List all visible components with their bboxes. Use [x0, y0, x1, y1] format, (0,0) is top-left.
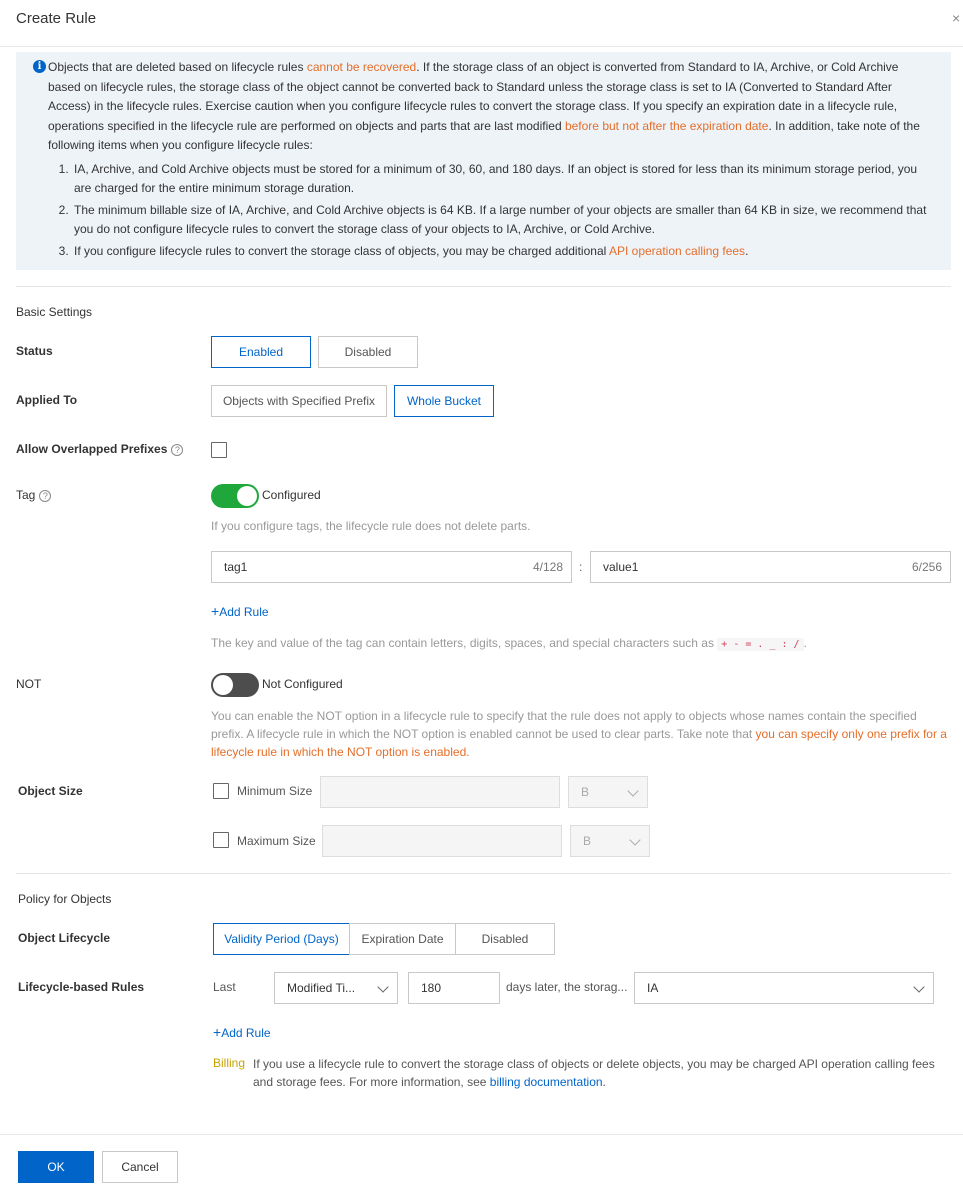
tag-toggle-text: Configured [262, 488, 321, 502]
tag-value-count: 6/256 [911, 560, 942, 574]
tag-value-value: value1 [603, 560, 639, 574]
tag-toggle[interactable] [211, 484, 259, 508]
plus-icon: + [213, 1024, 222, 1040]
cancel-button[interactable]: Cancel [102, 1151, 178, 1183]
tag-add-rule-link[interactable] [211, 603, 269, 619]
tag-hint: If you configure tags, the lifecycle rule does not delete parts. [211, 519, 531, 533]
max-size-unit: B [583, 834, 592, 848]
notice-text: . If the storage class of an object is converted from Standard to IA, Archive, or Cold Archive based on lifecycle rules, the storage class of the object cannot be converted back to Standard unless the storage class is set to IA (Converted to Standard After Access) in the lifecycle rules. Exercise caution when you configure lifecycle rules to convert the storage class. If you specify an expiration date in a lifecycle rule, operations specified in the lifecycle rule are performed on objects and parts that are last modified [48, 60, 899, 133]
not-toggle-text: Not Configured [262, 677, 343, 691]
expiration-date-button[interactable]: Expiration Date [349, 923, 456, 955]
status-enabled-button[interactable]: Enabled [211, 336, 311, 368]
storage-class-value: IA [647, 981, 659, 995]
help-icon[interactable]: ? [39, 490, 51, 502]
help-icon[interactable]: ? [171, 444, 183, 456]
billing-text [253, 1055, 958, 1091]
notice-highlight: before but not after the expiration date [564, 118, 769, 133]
policy-title: Policy for Objects [18, 892, 112, 906]
api-fees-link[interactable]: API operation calling fees [608, 243, 746, 258]
plus-icon: + [211, 603, 220, 619]
toggle-knob [213, 675, 233, 695]
prefix-button[interactable]: Objects with Specified Prefix [211, 385, 387, 417]
last-label: Last [213, 980, 236, 994]
section-divider [16, 286, 951, 287]
warning-notice [16, 52, 951, 270]
whole-bucket-button[interactable]: Whole Bucket [394, 385, 494, 417]
applied-to-label: Applied To [16, 393, 78, 407]
notice-text: . In addition, take note of the following items when you configure lifecycle rules: [48, 118, 920, 152]
header-divider [0, 46, 963, 47]
notice-item [72, 242, 933, 262]
not-hint-warning: you can specify only one prefix for a lifecycle rule in which the NOT option is enabled. [211, 727, 947, 759]
tag-key-count: 4/128 [532, 560, 563, 574]
billing-end: . [602, 1075, 606, 1089]
section-divider [16, 873, 951, 874]
tag-key-input[interactable] [211, 551, 572, 583]
dialog-title: Create Rule [16, 10, 97, 27]
min-size-checkbox[interactable] [213, 783, 229, 799]
billing-description: If you use a lifecycle rule to convert the storage class of objects or delete objects, you may be charged API operation calling fees and storage fees. For more information, see [253, 1057, 935, 1089]
chevron-down-icon [377, 981, 388, 992]
overlap-checkbox[interactable] [211, 442, 227, 458]
close-icon[interactable]: × [952, 10, 961, 26]
overlap-label-text: Allow Overlapped Prefixes [16, 442, 168, 456]
object-lifecycle-label: Object Lifecycle [18, 931, 111, 945]
storage-class-select[interactable] [634, 972, 934, 1004]
tag-label-text: Tag [16, 488, 36, 502]
days-value: 180 [421, 981, 442, 995]
min-size-unit: B [581, 785, 590, 799]
notice-item: 2. The minimum billable size of IA, Archive, and Cold Archive objects is 64 KB. If a large number of your objects are smaller than 64 KB in size, we recommend that you do not configure lifecycle rules to convert the storage class of your objects to IA, Archive, or Cold Archive. [72, 201, 933, 240]
chevron-down-icon [629, 834, 640, 845]
tag-chars-hint [211, 634, 807, 654]
billing-doc-link[interactable]: billing documentation [489, 1075, 603, 1089]
status-label: Status [16, 344, 53, 358]
special-chars: + - = . _ : / [717, 638, 803, 651]
notice-text: If you configure lifecycle rules to convert the storage class of objects, you may be charged additional [74, 243, 609, 258]
ok-button[interactable]: OK [18, 1151, 94, 1183]
max-size-unit-select[interactable] [570, 825, 650, 857]
max-size-label: Maximum Size [237, 834, 316, 848]
not-toggle[interactable] [211, 673, 259, 697]
max-size-input[interactable] [322, 825, 562, 857]
notice-paragraph [48, 58, 933, 156]
status-disabled-button[interactable]: Disabled [318, 336, 418, 368]
billing-tag: Billing [213, 1056, 246, 1070]
tag-separator: : [579, 560, 583, 574]
object-size-label: Object Size [18, 784, 83, 798]
time-field-select[interactable] [274, 972, 398, 1004]
time-field-value: Modified Ti... [287, 981, 356, 995]
overlap-label [16, 442, 183, 456]
notice-item: 1. IA, Archive, and Cold Archive objects must be stored for a minimum of 30, 60, and 180 days. If an object is stored for less than its minimum storage period, you are charged for the entire minimum storage duration. [72, 160, 933, 199]
add-rule-text: Add Rule [221, 1026, 271, 1040]
min-size-input[interactable] [320, 776, 560, 808]
add-rule-text: Add Rule [219, 605, 269, 619]
days-later-text: days later, the storag... [506, 980, 628, 994]
validity-period-button[interactable]: Validity Period (Days) [213, 923, 350, 955]
min-size-unit-select[interactable] [568, 776, 648, 808]
not-hint [211, 707, 951, 761]
chevron-down-icon [627, 785, 638, 796]
notice-text: Objects that are deleted based on lifecycle rules [48, 60, 307, 74]
lifecycle-rules-label: Lifecycle-based Rules [18, 980, 145, 994]
tag-value-input[interactable] [590, 551, 951, 583]
chars-hint-text: The key and value of the tag can contain letters, digits, spaces, and special characters such as [211, 636, 714, 650]
footer-divider [0, 1134, 963, 1135]
notice-list [72, 160, 933, 262]
basic-settings-title: Basic Settings [16, 305, 93, 319]
tag-key-value: tag1 [224, 560, 248, 574]
tag-label [16, 488, 51, 502]
lifecycle-add-rule-link[interactable] [213, 1024, 271, 1040]
chevron-down-icon [913, 981, 924, 992]
notice-highlight: cannot be recovered [306, 60, 417, 74]
not-label: NOT [16, 677, 42, 691]
days-input[interactable] [408, 972, 500, 1004]
min-size-label: Minimum Size [237, 784, 313, 798]
toggle-knob [237, 486, 257, 506]
not-hint-text: You can enable the NOT option in a lifecycle rule to specify that the rule does not apply to objects whose names contain the specified prefix. A lifecycle rule in which the NOT option is enabled cannot be used to clear parts. Take note that [211, 709, 917, 741]
max-size-checkbox[interactable] [213, 832, 229, 848]
chars-hint-end: . [803, 636, 807, 650]
info-icon: i [33, 60, 46, 73]
lifecycle-disabled-button[interactable]: Disabled [455, 923, 555, 955]
notice-text: . [745, 243, 749, 258]
